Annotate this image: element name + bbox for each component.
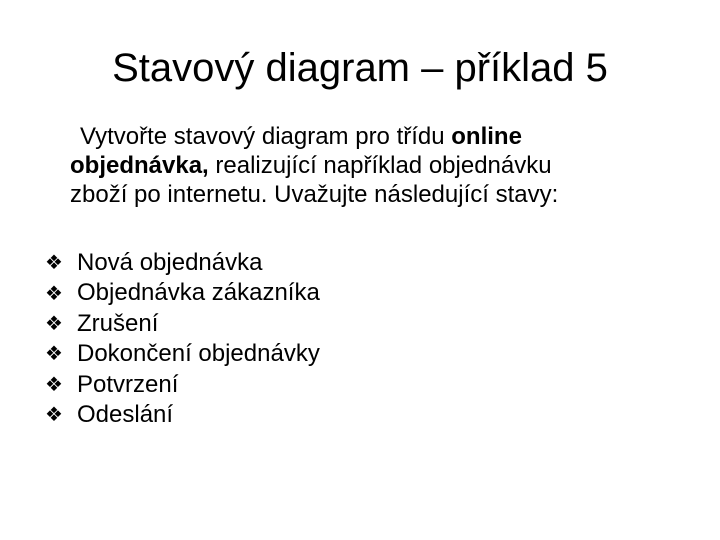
diamond-bullet-icon: ❖ [45, 404, 63, 427]
intro-text-part3: zboží po internetu. Uvažujte následující stavy: [70, 181, 559, 208]
list-item [45, 339, 320, 369]
state-label: Zrušení [77, 309, 159, 337]
state-label: Odeslání [77, 400, 174, 428]
state-list [45, 248, 320, 430]
intro-text-part1: Vytvořte stavový diagram pro třídu [80, 123, 452, 150]
list-item [45, 309, 320, 339]
diamond-bullet-icon: ❖ [45, 343, 63, 366]
state-label: Potvrzení [77, 370, 179, 398]
intro-bold-online: online [451, 123, 522, 150]
diamond-bullet-icon: ❖ [45, 312, 63, 335]
list-item [45, 248, 320, 278]
intro-text-part2: realizující například objednávku [208, 152, 552, 179]
diamond-bullet-icon: ❖ [45, 373, 63, 396]
list-item [45, 278, 320, 308]
slide-title: Stavový diagram – příklad 5 [112, 46, 608, 90]
state-label: Objednávka zákazníka [77, 279, 320, 307]
intro-paragraph [70, 122, 670, 209]
diamond-bullet-icon: ❖ [45, 252, 63, 275]
state-label: Dokončení objednávky [77, 340, 320, 368]
state-label: Nová objednávka [77, 249, 263, 276]
diamond-bullet-icon: ❖ [45, 282, 63, 305]
list-item [45, 400, 320, 430]
list-item [45, 370, 320, 400]
intro-bold-objednavka: objednávka, [70, 152, 209, 179]
